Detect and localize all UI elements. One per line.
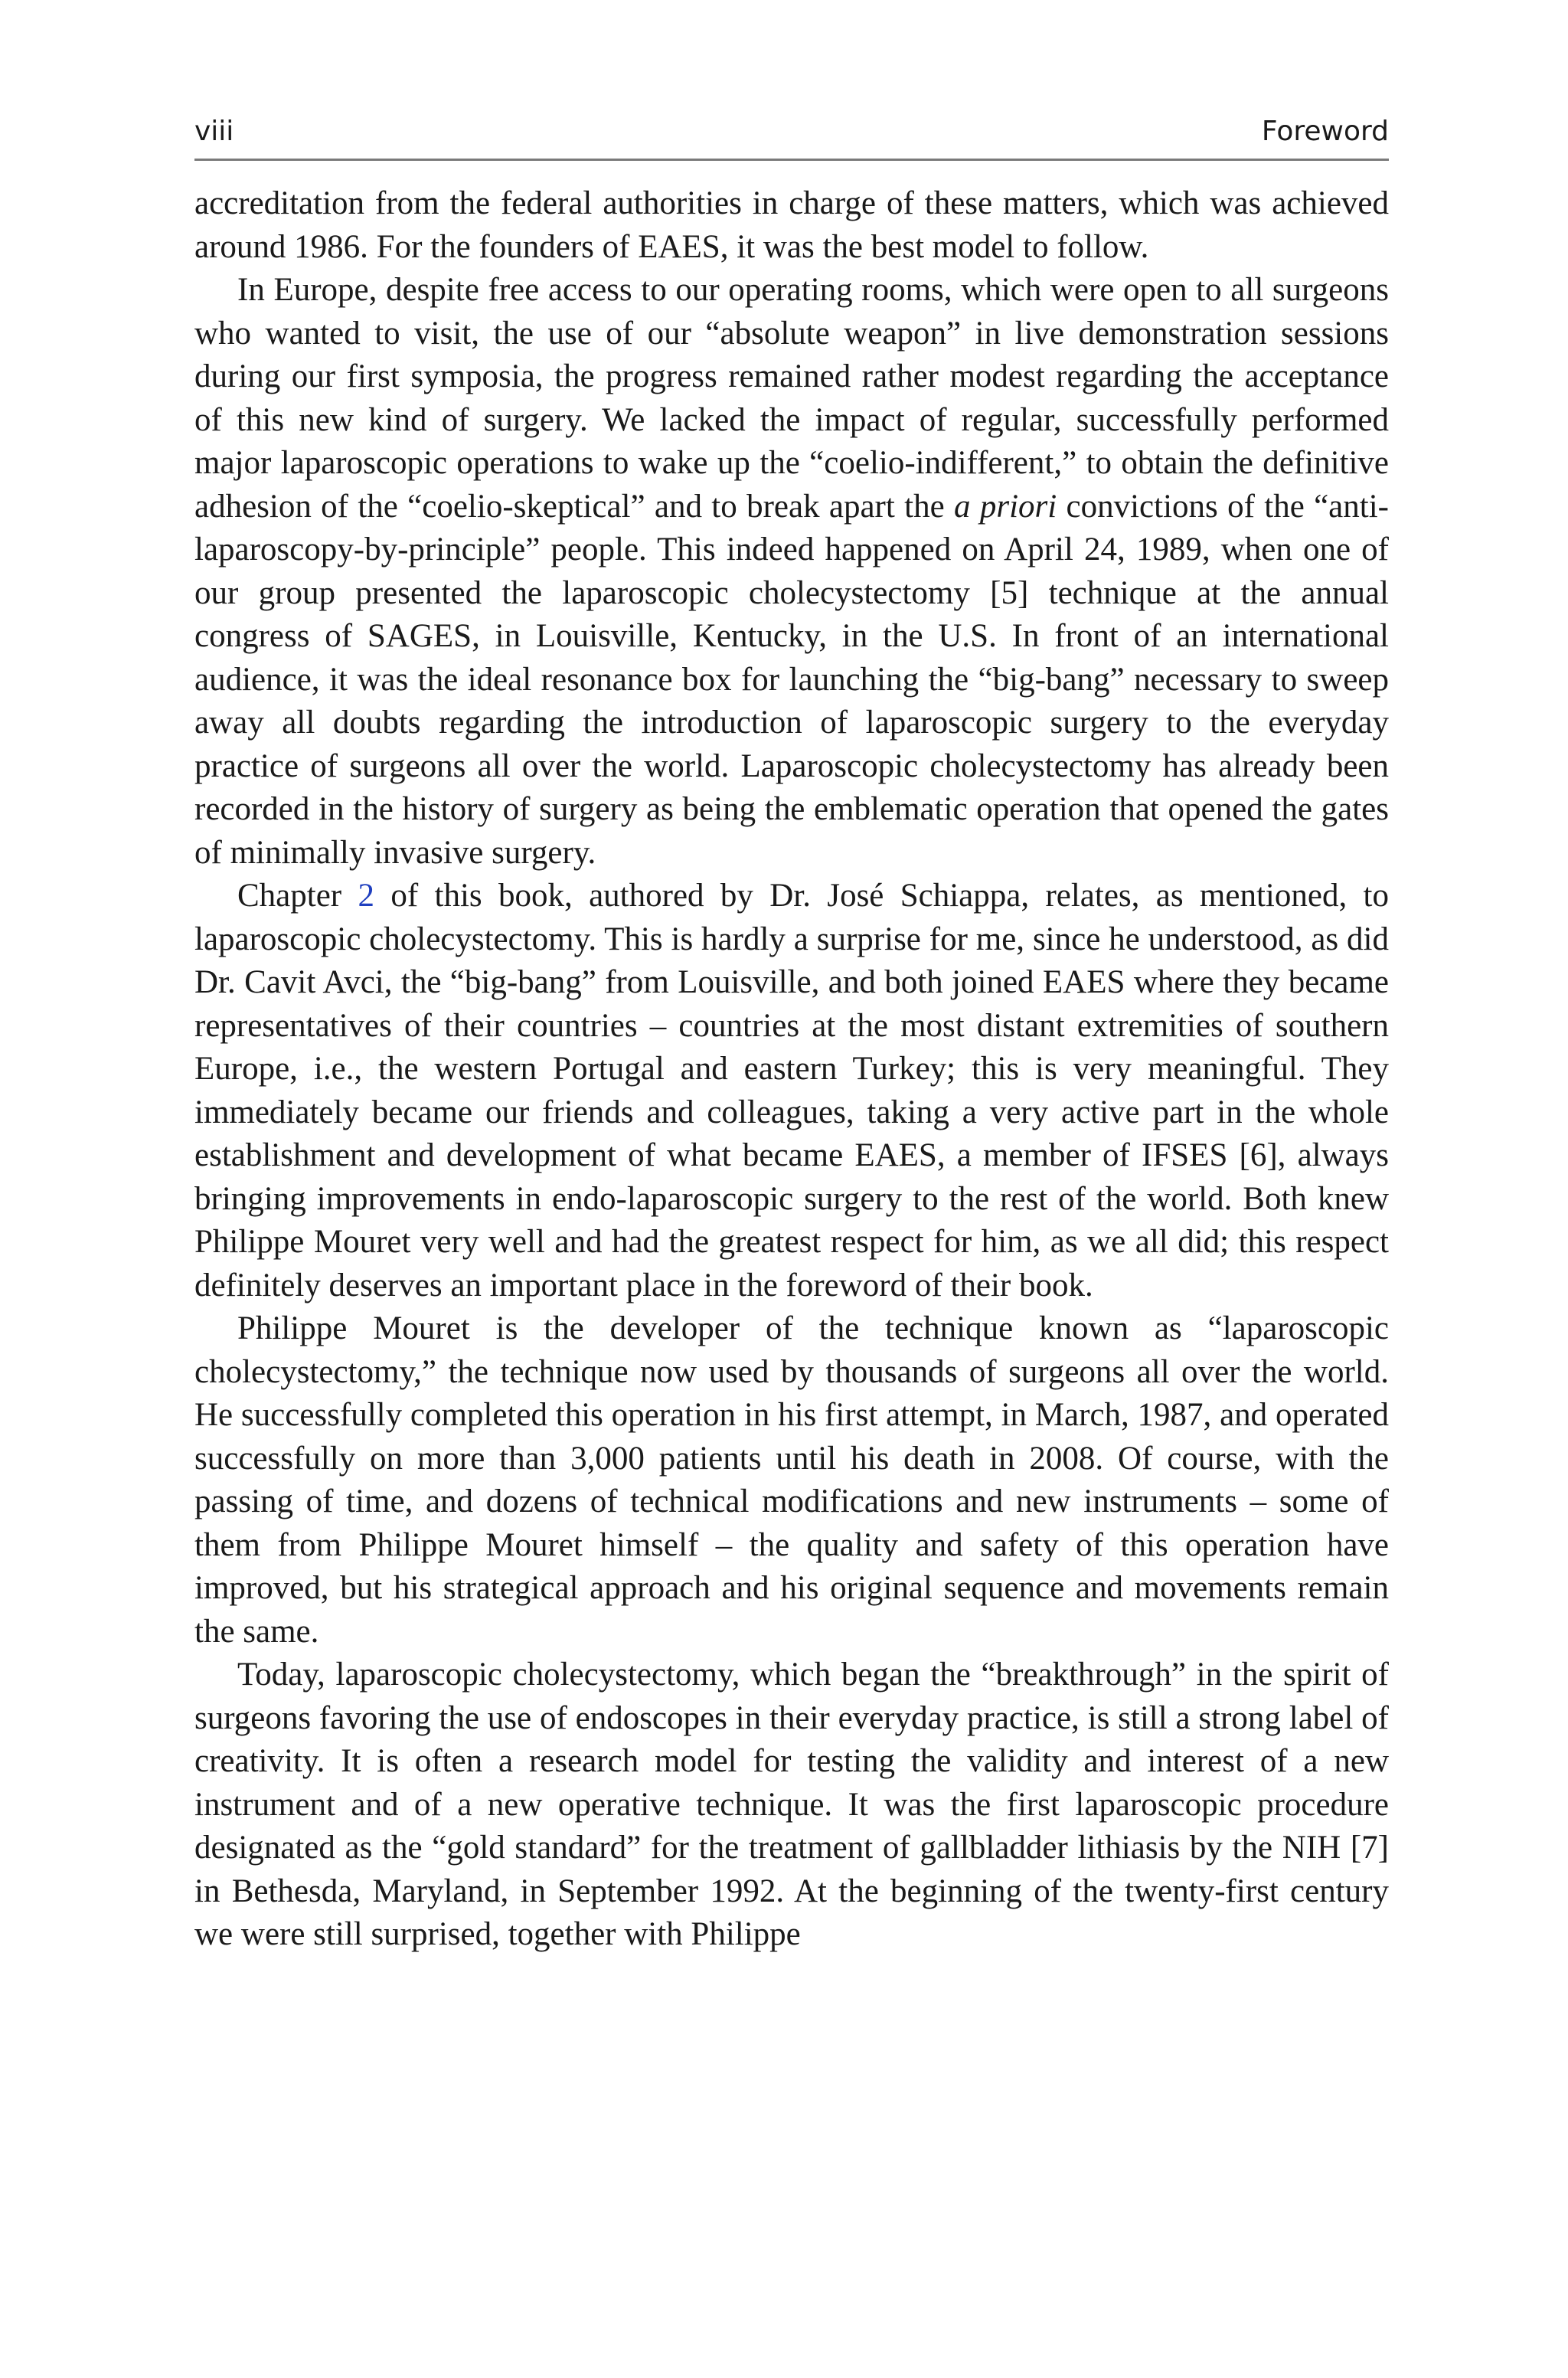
page-number: viii xyxy=(194,116,234,147)
chapter-link[interactable]: 2 xyxy=(358,878,374,914)
paragraph-3 xyxy=(194,875,1389,1307)
section-title: Foreword xyxy=(1261,116,1389,147)
paragraph-2-text-a: In Europe, despite free access to our operating rooms, which were open to all surgeons who wanted to visit, the use of our “absolute weapon” in live demonstration sessions during our first symposia, the progress remained rather modest regarding the acceptance of this new kind of surgery. We lacked the impact of regular, successfully performed major laparoscopic operations to wake up the “coelio-indifferent,” to obtain the definitive adhesion of the “coelio-skeptical” and to break apart the xyxy=(194,272,1389,525)
paragraph-1: accreditation from the federal authorities in charge of these matters, which was achieved around 1986. For the founders of EAES, it was the best model to follow. xyxy=(194,185,1389,265)
paragraph-5: Today, laparoscopic cholecystectomy, which began the “breakthrough” in the spirit of surgeons favoring the use of endoscopes in their everyday practice, is still a strong label of creativity. It is often a research model for testing the validity and interest of a new instrument and of a new operative technique. It was the first laparoscopic procedure designated as the “gold standard” for the treatment of gallbladder lithiasis by the NIH [7] in Bethesda, Maryland, in September 1992. At the beginning of the twenty-first century we were still surprised, together with Philippe xyxy=(194,1657,1389,1953)
body-text xyxy=(194,182,1389,1957)
paragraph-3-text-a: Chapter xyxy=(237,878,358,914)
running-head xyxy=(194,115,1389,161)
paragraph-2-text-b: convictions of the “anti-laparoscopy-by-principle” people. This indeed happened on April 24, 1989, when one of our group presented the laparoscopic cholecystectomy [5] technique at the annual congress of SAGES, in Louisville, Kentucky, in the U.S. In front of an international audience, it was the ideal resonance box for launching the “big-bang” necessary to sweep away all doubts regarding the introduction of laparoscopic surgery to the everyday practice of surgeons all over the world. Laparoscopic cholecystectomy has already been recorded in the history of surgery as being the emblematic operation that opened the gates of minimally invasive surgery. xyxy=(194,488,1389,871)
italic-phrase: a priori xyxy=(954,488,1057,525)
paragraph-2 xyxy=(194,269,1389,875)
book-page xyxy=(194,115,1389,1957)
paragraph-3-text-b: of this book, authored by Dr. José Schiappa, relates, as mentioned, to laparoscopic cholecystectomy. This is hardly a surprise for me, since he understood, as did Dr. Cavit Avci, the “big-bang” from Louisville, and both joined EAES where they became representatives of their countries – countries at the most distant extremities of southern Europe, i.e., the western Portugal and eastern Turkey; this is very meaningful. They immediately became our friends and colleagues, taking a very active part in the whole establishment and development of what became EAES, a member of IFSES [6], always bringing improvements in endo-laparoscopic surgery to the rest of the world. Both knew Philippe Mouret very well and had the greatest respect for him, as we all did; this respect definitely deserves an important place in the foreword of their book. xyxy=(194,878,1389,1303)
paragraph-4: Philippe Mouret is the developer of the technique known as “laparoscopic cholecystectomy,” the technique now used by thousands of surgeons all over the world. He successfully completed this operation in his first attempt, in March, 1987, and operated successfully on more than 3,000 patients until his death in 2008. Of course, with the passing of time, and dozens of technical modifications and new instruments – some of them from Philippe Mouret himself – the quality and safety of this operation have improved, but his strategical approach and his original sequence and movements remain the same. xyxy=(194,1310,1389,1650)
